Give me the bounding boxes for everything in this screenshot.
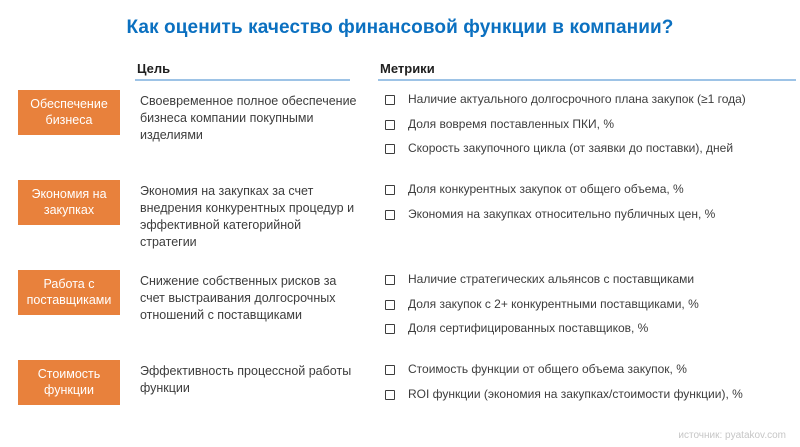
table-row-business-supply — [0, 90, 800, 180]
column-header-goal: Цель — [137, 61, 171, 76]
goal-text: Эффективность процессной работы функции — [140, 364, 352, 395]
metrics-list — [385, 182, 797, 231]
metric-item — [385, 182, 797, 198]
checkbox-square-icon — [385, 120, 395, 130]
checkbox-square-icon — [385, 365, 395, 375]
goal-text: Экономия на закупках за счет внедрения конкурентных процедур и эффективной категорийной стратегии — [140, 184, 355, 249]
checkbox-square-icon — [385, 390, 395, 400]
metric-item — [385, 297, 797, 313]
metric-text: Доля сертифицированных поставщиков, % — [408, 321, 649, 336]
column-header-metrics: Метрики — [380, 61, 435, 76]
metrics-list — [385, 272, 797, 346]
checkbox-square-icon — [385, 95, 395, 105]
checkbox-square-icon — [385, 275, 395, 285]
metrics-list — [385, 362, 797, 411]
category-badge: Обеспечение бизнеса — [18, 90, 120, 135]
metric-text: Наличие актуального долгосрочного плана закупок (≥1 года) — [408, 92, 746, 106]
metric-text: Доля закупок с 2+ конкурентными поставщиками, % — [408, 296, 699, 311]
goal-text: Своевременное полное обеспечение бизнеса компании покупными изделиями — [140, 94, 357, 142]
metric-text: Наличие стратегических альянсов с поставщиками — [408, 272, 695, 286]
source-credit: источник: pyatakov.com — [678, 430, 786, 441]
metric-item — [385, 207, 797, 223]
metrics-list — [385, 92, 797, 166]
checkbox-square-icon — [385, 210, 395, 220]
category-badge: Экономия на закупках — [18, 180, 120, 225]
checkbox-square-icon — [385, 185, 395, 195]
metric-text: Доля конкурентных закупок от общего объема, % — [408, 182, 684, 196]
metric-item — [385, 387, 797, 403]
goal-header-underline — [135, 79, 350, 81]
metric-text: Доля вовремя поставленных ПКИ, % — [408, 116, 614, 131]
metric-text: ROI функции (экономия на закупках/стоимости функции), % — [408, 386, 743, 401]
metric-item — [385, 321, 797, 337]
page-title: Как оценить качество финансовой функции в компании? — [126, 17, 674, 38]
checkbox-square-icon — [385, 300, 395, 310]
checkbox-square-icon — [385, 144, 395, 154]
metric-text: Экономия на закупках относительно публичных цен, % — [408, 206, 716, 221]
table-row-procurement-savings — [0, 180, 800, 270]
category-badge: Работа с поставщиками — [18, 270, 120, 315]
metric-text: Стоимость функции от общего объема закупок, % — [408, 362, 687, 376]
metrics-header-underline — [378, 79, 796, 81]
category-badge: Стоимость функции — [18, 360, 120, 405]
metric-item — [385, 117, 797, 133]
metric-item — [385, 141, 797, 157]
metric-item — [385, 92, 797, 108]
metric-item — [385, 272, 797, 288]
checkbox-square-icon — [385, 324, 395, 334]
table-row-supplier-relations — [0, 270, 800, 360]
metric-text: Скорость закупочного цикла (от заявки до поставки), дней — [408, 141, 734, 156]
metric-item — [385, 362, 797, 378]
goal-text: Снижение собственных рисков за счет выстраивания долгосрочных отношений с поставщиками — [140, 274, 337, 322]
